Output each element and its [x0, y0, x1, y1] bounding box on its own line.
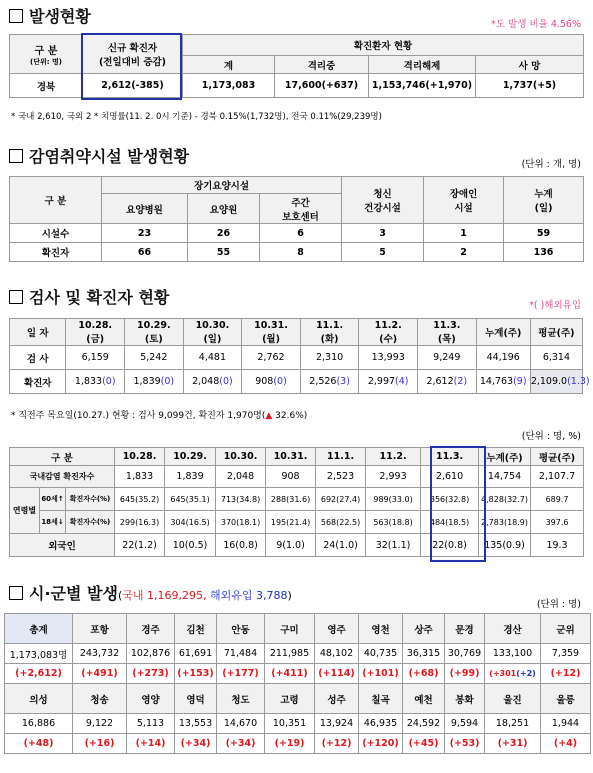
province-rate-label: *도 발생 비율 4.56% — [491, 19, 581, 30]
table-cell — [242, 370, 301, 394]
confirmed-count: 908 — [255, 376, 274, 387]
header-cum-l1: 누계 — [534, 189, 553, 200]
date-label: 10.31. — [254, 319, 288, 331]
table-cell: 989(33.0) — [366, 488, 421, 511]
weekday-label: (금) — [86, 333, 105, 345]
city-increase-cell: (+12) — [315, 734, 359, 754]
cell-isolation: 17,600(+637) — [275, 74, 369, 98]
row-label-domestic: 국내감염 확진자수 — [10, 466, 115, 488]
section-title-outbreak: 발생현황 — [9, 4, 91, 27]
overseas-count: (1.3) — [567, 376, 590, 387]
table-cell: 288(31.6) — [266, 488, 316, 511]
row-label-foreigner: 외국인 — [10, 534, 115, 557]
header-cum-l2: (일) — [534, 203, 553, 214]
city-county-table — [4, 613, 591, 754]
city-count-cell: 7,359 — [541, 644, 591, 664]
table-cell: 304(16.5) — [165, 511, 216, 534]
city-increase-cell — [485, 664, 541, 684]
overseas-count: (0) — [160, 376, 175, 387]
header-gubun — [10, 35, 83, 74]
table-cell: 9(1.0) — [266, 534, 316, 557]
confirmed-count: 14,763 — [479, 376, 514, 387]
city-count-cell: 13,924 — [315, 714, 359, 734]
city-name-cell: 청도 — [217, 684, 265, 714]
city-count-row — [5, 714, 591, 734]
table-cell — [417, 370, 476, 394]
city-count-cell: 40,735 — [359, 644, 403, 664]
header-daycare-l1: 주간 — [291, 197, 310, 209]
table-cell: 16(0.8) — [216, 534, 266, 557]
city-count-cell: 61,691 — [175, 644, 217, 664]
weekday-label: (수) — [379, 333, 398, 345]
table-cell: 908 — [266, 466, 316, 488]
table-cell: 136 — [504, 243, 584, 262]
overseas-count: (0) — [102, 376, 116, 387]
city-count-cell: 133,100 — [485, 644, 541, 664]
checkbox-square-icon — [9, 149, 23, 163]
table-cell: 32(1.1) — [366, 534, 421, 557]
city-name-cell: 김천 — [175, 614, 217, 644]
date-header: 11.3. — [421, 448, 479, 466]
table-cell: 23 — [102, 224, 188, 243]
city-name-cell: 구미 — [265, 614, 315, 644]
row-label-age: 연령별 — [10, 488, 40, 534]
date-label: 10.30. — [195, 319, 230, 331]
title-paren-open: ( — [117, 589, 123, 602]
table-cell: 370(18.1) — [216, 511, 266, 534]
row-label-facilities: 시설수 — [10, 224, 102, 243]
table-cell: 299(16.3) — [115, 511, 165, 534]
table-cell: 856(32.8) — [421, 488, 479, 511]
city-increase-cell: (+14) — [127, 734, 175, 754]
overseas-count: (0) — [273, 376, 287, 387]
cell-new: 2,612(-385) — [83, 74, 183, 98]
city-name-cell: 예천 — [403, 684, 445, 714]
table-cell: 692(27.4) — [316, 488, 366, 511]
date-header — [359, 319, 418, 346]
header-release: 격리해제 — [369, 56, 476, 74]
city-name-cell: 영천 — [359, 614, 403, 644]
overseas-count: (2) — [453, 376, 468, 387]
city-increase-cell: (+101) — [359, 664, 403, 684]
table-cell: 2,993 — [366, 466, 421, 488]
city-name-cell: 영주 — [315, 614, 359, 644]
up-arrow-icon: ▲ — [265, 411, 273, 421]
sec1-footnote: * 국내 2,610, 국외 2 * 치명률(11. 2. 0시 기준) - 경북 0.15%(1,732명), 전국 0.11%(29,239명) — [11, 112, 382, 122]
city-count-cell: 1,944 — [541, 714, 591, 734]
city-name-cell: 성주 — [315, 684, 359, 714]
date-header: 10.30. — [216, 448, 266, 466]
header-disabled — [424, 177, 504, 224]
table-cell: 4,481 — [183, 346, 242, 370]
city-increase-cell: (+99) — [445, 664, 485, 684]
checkbox-square-icon — [9, 9, 23, 23]
table-cell: 195(21.4) — [266, 511, 316, 534]
city-name-row — [5, 614, 591, 644]
table-cell: 1,833 — [115, 466, 165, 488]
city-name-cell: 청송 — [73, 684, 127, 714]
table-cell: 2,107.7 — [531, 466, 584, 488]
test-confirmed-table — [9, 318, 590, 394]
today-column-highlight — [430, 446, 486, 562]
city-name-cell: 고령 — [265, 684, 315, 714]
cell-death: 1,737(+5) — [476, 74, 584, 98]
checkbox-square-icon — [9, 586, 23, 600]
header-isolation: 격리중 — [275, 56, 369, 74]
header-unit-label: (단위: 명) — [30, 57, 62, 66]
city-increase-cell: (+19) — [265, 734, 315, 754]
overseas-count: (3) — [336, 376, 350, 387]
date-header: 10.29. — [165, 448, 216, 466]
header-new-sub-label: (전일대비 증감) — [98, 57, 167, 68]
city-increase-cell: (+177) — [217, 664, 265, 684]
section-title-vulnerable: 감염취약시설 발생현황 — [9, 144, 189, 167]
table-cell: 2,783(18.9) — [479, 511, 531, 534]
checkbox-square-icon — [9, 290, 23, 304]
city-increase-cell: (+411) — [265, 664, 315, 684]
header-cumulative: 확진환자 현황 — [183, 35, 584, 56]
domestic-total-label: 국내 1,169,295, — [122, 589, 210, 602]
row-label-over60: 60세↑ — [40, 488, 66, 511]
city-name-cell: 봉화 — [445, 684, 485, 714]
header-cum-week: 누계(주) — [479, 448, 531, 466]
city-name-cell: 포항 — [73, 614, 127, 644]
confirmed-count: 2,526 — [309, 376, 337, 387]
table-cell: 3 — [342, 224, 424, 243]
table-cell — [359, 370, 418, 394]
header-nursing-hospital: 요양병원 — [102, 194, 188, 224]
cell-total: 1,173,083 — [183, 74, 275, 98]
header-daycare — [260, 194, 342, 224]
city-count-cell: 243,732 — [73, 644, 127, 664]
row-label-under18: 18세↓ — [40, 511, 66, 534]
sec5-unit: (단위 : 명) — [536, 599, 581, 610]
sec2-unit: (단위 : 개, 명) — [521, 159, 581, 170]
header-gubun: 구 분 — [10, 177, 102, 224]
city-count-cell: 10,351 — [265, 714, 315, 734]
table-cell: 13,993 — [359, 346, 418, 370]
city-increase-cell: (+120) — [359, 734, 403, 754]
city-count-cell: 13,553 — [175, 714, 217, 734]
date-header: 11.2. — [366, 448, 421, 466]
weekday-label: (목) — [437, 333, 456, 345]
table-cell: 10(0.5) — [165, 534, 216, 557]
table-cell: 2,310 — [300, 346, 359, 370]
header-new-label: 신규 확진자 — [107, 43, 158, 54]
header-total: 계 — [183, 56, 275, 74]
vulnerable-facility-table — [9, 176, 584, 262]
city-name-cell: 영양 — [127, 684, 175, 714]
table-cell: 66 — [102, 243, 188, 262]
table-cell: 563(18.8) — [366, 511, 421, 534]
table-cell: 2 — [424, 243, 504, 262]
confirmed-count: 2,612 — [426, 376, 454, 387]
header-mental-l1: 청신 — [373, 189, 392, 200]
row-label-count-pct: 확진자수(%) — [66, 488, 115, 511]
city-name-cell: 울릉 — [541, 684, 591, 714]
city-name-cell: 울진 — [485, 684, 541, 714]
city-increase-cell: (+16) — [73, 734, 127, 754]
overseas-count: (4) — [395, 376, 409, 387]
header-cum-week: 누계(주) — [476, 319, 530, 346]
sec3-footnote-pct: 32.6%) — [272, 411, 308, 421]
new-cases-highlight — [81, 33, 182, 100]
header-avg-week: 평균(주) — [530, 319, 582, 346]
date-header — [300, 319, 359, 346]
sec3-footnote-text: * 직전주 목요일(10.27.) 현황 : 검사 9,099건, 확진자 1,970명( — [11, 411, 266, 421]
table-cell: 1,839 — [165, 466, 216, 488]
table-cell: 44,196 — [476, 346, 530, 370]
table-cell: 568(22.5) — [316, 511, 366, 534]
table-cell — [66, 370, 125, 394]
date-header — [417, 319, 476, 346]
city-increase-value: (+301 — [489, 669, 517, 678]
city-name-cell: 경산 — [485, 614, 541, 644]
table-cell: 2,048 — [216, 466, 266, 488]
city-name-cell: 영덕 — [175, 684, 217, 714]
table-cell: 2,762 — [242, 346, 301, 370]
sec3-footnote — [11, 408, 307, 421]
table-cell: 6,159 — [66, 346, 125, 370]
date-header: 11.1. — [316, 448, 366, 466]
confirmed-count: 2,997 — [367, 376, 396, 387]
date-header: 10.28. — [115, 448, 165, 466]
city-name-cell: 총계 — [5, 614, 73, 644]
city-increase-cell: (+45) — [403, 734, 445, 754]
city-increase-cell: (+153) — [175, 664, 217, 684]
table-cell: 484(18.5) — [421, 511, 479, 534]
foreign-note: *( )해외유입 — [529, 300, 581, 311]
title-paren-close: ) — [287, 589, 292, 602]
city-count-cell: 14,670 — [217, 714, 265, 734]
city-name-cell: 안동 — [217, 614, 265, 644]
city-count-cell: 24,592 — [403, 714, 445, 734]
cell-release: 1,153,746(+1,970) — [369, 74, 476, 98]
date-label: 11.2. — [374, 319, 402, 331]
date-label: 10.29. — [136, 319, 171, 331]
table-cell — [476, 370, 530, 394]
table-cell: 397.6 — [531, 511, 584, 534]
row-label-count-pct: 확진자수(%) — [66, 511, 115, 534]
header-death: 사 망 — [476, 56, 584, 74]
row-label-confirmed: 확진자 — [10, 243, 102, 262]
date-label: 11.1. — [316, 319, 344, 331]
section-title-tests: 검사 및 확진자 현황 — [9, 285, 169, 308]
confirmed-count: 2,048 — [192, 376, 220, 387]
city-name-cell: 칠곡 — [359, 684, 403, 714]
table-cell: 713(34.8) — [216, 488, 266, 511]
weekday-label: (토) — [144, 333, 163, 345]
table-cell: 2,523 — [316, 466, 366, 488]
city-count-cell: 1,173,083명 — [5, 644, 73, 664]
table-cell: 9,249 — [417, 346, 476, 370]
overseas-total-label: 해외유입 3,788 — [209, 589, 288, 602]
city-increase-cell: (+2,612) — [5, 664, 73, 684]
table-cell: 135(0.9) — [479, 534, 531, 557]
header-longterm: 장기요양시설 — [102, 177, 342, 194]
city-count-cell: 36,315 — [403, 644, 445, 664]
city-increase-cell: (+491) — [73, 664, 127, 684]
city-count-cell: 16,886 — [5, 714, 73, 734]
city-count-cell: 102,876 — [127, 644, 175, 664]
table-cell — [300, 370, 359, 394]
header-cum — [504, 177, 584, 224]
city-increase-cell: (+114) — [315, 664, 359, 684]
table-cell: 2,610 — [421, 466, 479, 488]
city-name-cell: 문경 — [445, 614, 485, 644]
date-label: 10.28. — [78, 319, 113, 331]
city-increase-cell: (+48) — [5, 734, 73, 754]
table-cell: 22(0.8) — [421, 534, 479, 557]
table-cell — [183, 370, 242, 394]
header-gubun: 구 분 — [10, 448, 115, 466]
city-increase-row — [5, 664, 591, 684]
header-daycare-l2: 보호센터 — [282, 211, 319, 223]
header-mental-l2: 건강시설 — [364, 203, 401, 214]
header-gubun-label: 구 분 — [34, 45, 58, 57]
row-label-gyeongbuk: 경북 — [10, 74, 83, 98]
city-increase-cell: (+34) — [217, 734, 265, 754]
city-count-cell: 9,122 — [73, 714, 127, 734]
city-increase-cell: (+12) — [541, 664, 591, 684]
city-name-cell: 의성 — [5, 684, 73, 714]
city-count-cell: 211,985 — [265, 644, 315, 664]
city-increase-cell: (+31) — [485, 734, 541, 754]
table-cell: 5,242 — [125, 346, 184, 370]
table-cell: 8 — [260, 243, 342, 262]
overseas-count: (9) — [513, 376, 527, 387]
table-cell: 14,754 — [479, 466, 531, 488]
city-count-cell: 18,251 — [485, 714, 541, 734]
table-cell: 26 — [188, 224, 260, 243]
confirmed-count: 2,109.0 — [530, 376, 568, 387]
table-cell: 19.3 — [531, 534, 584, 557]
table-cell: 24(1.0) — [316, 534, 366, 557]
city-count-cell: 46,935 — [359, 714, 403, 734]
city-increase-cell: (+34) — [175, 734, 217, 754]
city-count-cell: 48,102 — [315, 644, 359, 664]
table-cell: 689.7 — [531, 488, 584, 511]
header-disabled-l2: 시설 — [454, 203, 473, 214]
table-cell: 6 — [260, 224, 342, 243]
city-count-row — [5, 644, 591, 664]
header-day: 일 자 — [10, 319, 66, 346]
table-cell: 5 — [342, 243, 424, 262]
table-cell: 55 — [188, 243, 260, 262]
city-count-cell: 30,769 — [445, 644, 485, 664]
header-nursing-home: 요양원 — [188, 194, 260, 224]
table-cell: 22(1.2) — [115, 534, 165, 557]
city-increase-cell: (+4) — [541, 734, 591, 754]
age-foreigner-table — [9, 447, 584, 557]
header-disabled-l1: 장애인 — [449, 189, 478, 200]
row-label-confirmed: 확진자 — [10, 370, 66, 394]
table-cell: 6,314 — [530, 346, 582, 370]
table-cell: 59 — [504, 224, 584, 243]
city-increase-row — [5, 734, 591, 754]
table-cell — [125, 370, 184, 394]
confirmed-count: 1,833 — [74, 376, 103, 387]
city-increase-cell: (+273) — [127, 664, 175, 684]
overseas-count: (0) — [219, 376, 233, 387]
city-increase-cell: (+68) — [403, 664, 445, 684]
date-header — [125, 319, 184, 346]
city-count-cell: 9,594 — [445, 714, 485, 734]
city-count-cell: 71,484 — [217, 644, 265, 664]
table-cell: 645(35.1) — [165, 488, 216, 511]
table-cell — [530, 370, 590, 394]
section-title-city-county: 시·군별 발생(국내 1,169,295, 해외유입 3,788) — [9, 581, 292, 604]
date-header — [183, 319, 242, 346]
confirmed-count: 1,839 — [133, 376, 161, 387]
sec4-unit: (단위 : 명, %) — [521, 431, 581, 442]
city-count-cell: 5,113 — [127, 714, 175, 734]
row-label-tests: 검 사 — [10, 346, 66, 370]
table-cell: 4,828(32.7) — [479, 488, 531, 511]
city-name-cell: 상주 — [403, 614, 445, 644]
city-name-cell: 경주 — [127, 614, 175, 644]
weekday-label: (월) — [262, 333, 280, 345]
date-header — [66, 319, 125, 346]
date-label: 11.3. — [433, 319, 461, 331]
city-name-row — [5, 684, 591, 714]
weekday-label: (화) — [320, 333, 339, 345]
table-cell: 645(35.2) — [115, 488, 165, 511]
overseas-increase-label: (+2) — [516, 669, 536, 678]
city-increase-cell: (+53) — [445, 734, 485, 754]
table-cell: 1 — [424, 224, 504, 243]
date-header — [242, 319, 301, 346]
header-mental — [342, 177, 424, 224]
weekday-label: (일) — [203, 333, 222, 345]
city-name-cell: 군위 — [541, 614, 591, 644]
header-avg-week: 평균(주) — [531, 448, 584, 466]
date-header: 10.31. — [266, 448, 316, 466]
